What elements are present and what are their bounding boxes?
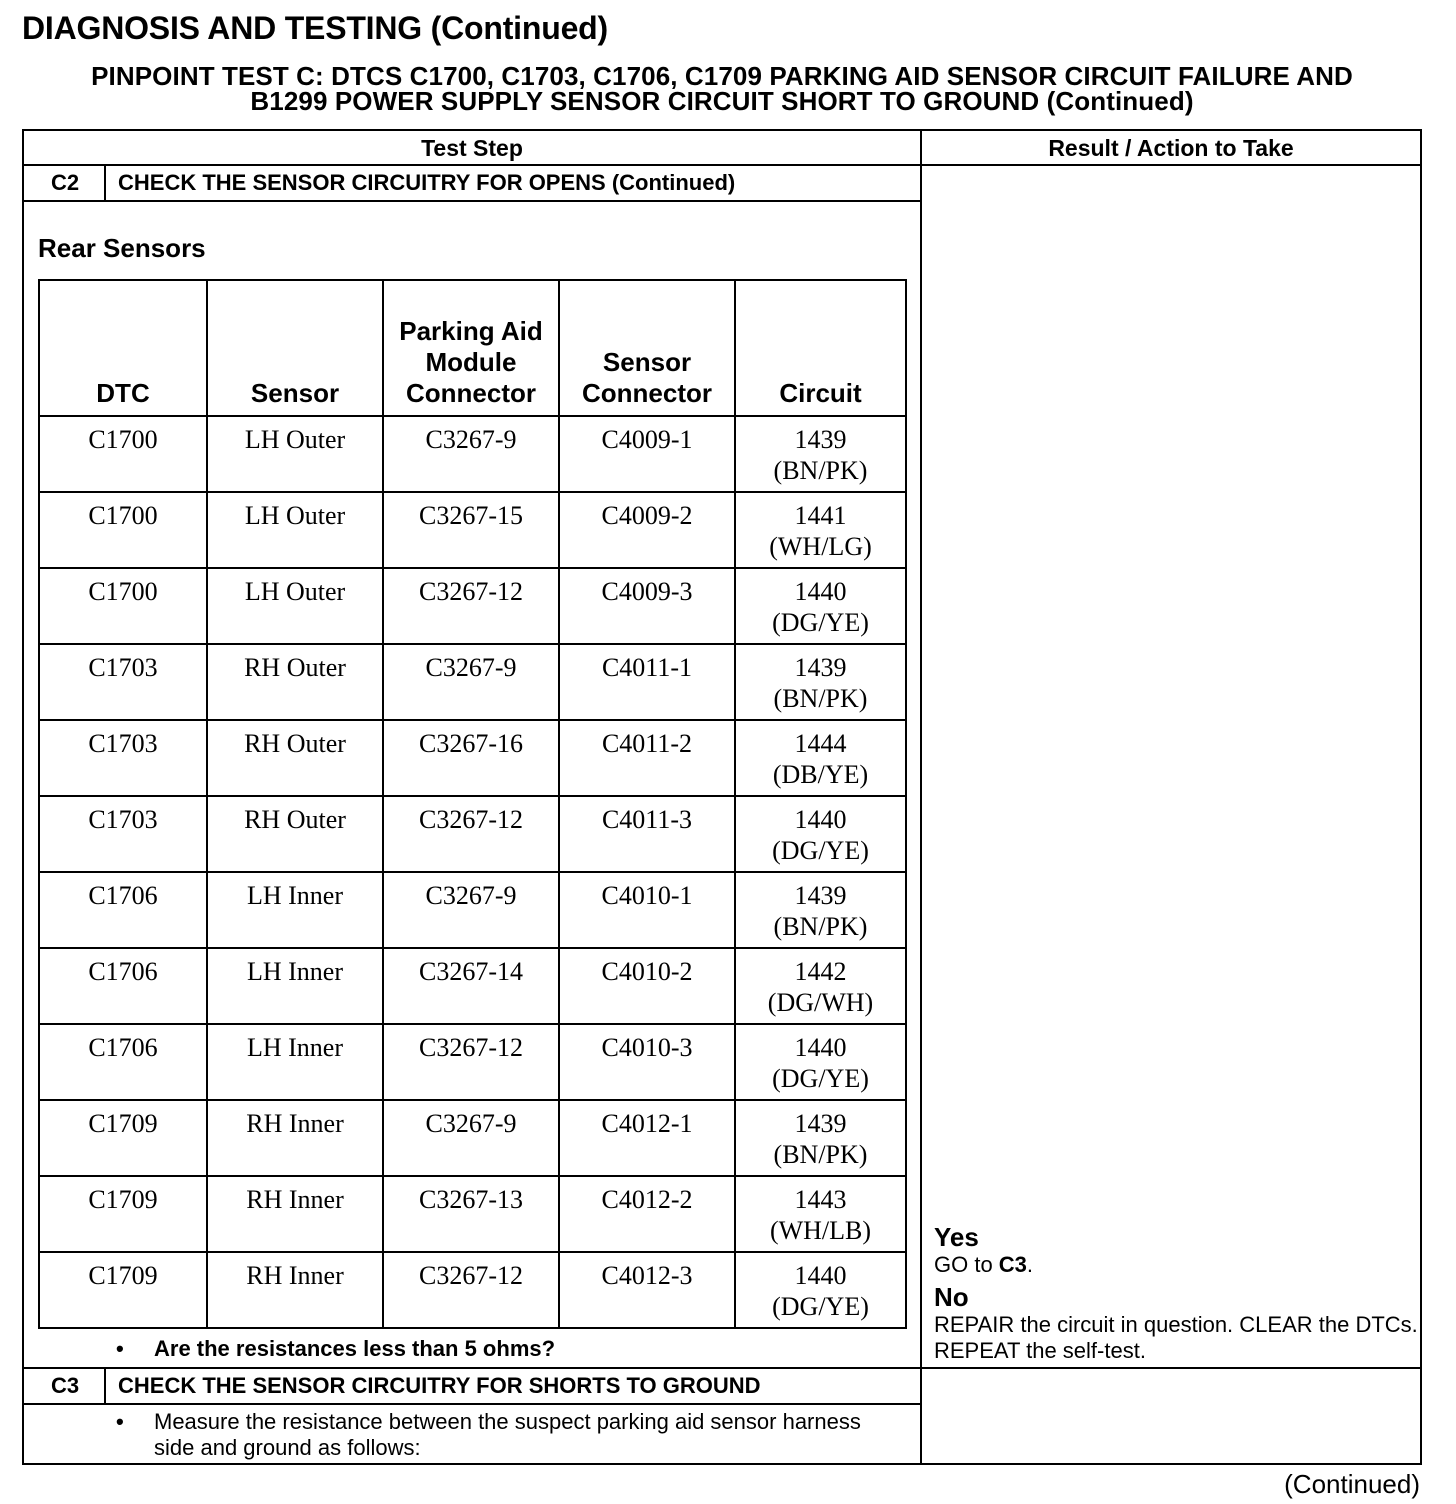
circuit-wire-color: (WH/LG) — [769, 532, 872, 561]
page-title: DIAGNOSIS AND TESTING (Continued) — [22, 10, 608, 46]
table-row — [39, 644, 906, 720]
dtc-cell: C1706 — [39, 872, 207, 948]
module-connector-cell: C3267-12 — [383, 796, 559, 872]
sensor-connector-cell: C4010-2 — [559, 948, 735, 1024]
sensor-cell: RH Outer — [207, 644, 383, 720]
circuit-number: 1439 — [794, 653, 847, 682]
circuit-number: 1440 — [794, 805, 847, 834]
table-row — [39, 720, 906, 796]
table-row — [39, 872, 906, 948]
circuit-number: 1444 — [794, 729, 847, 758]
circuit-wire-color: (BN/PK) — [773, 684, 868, 713]
circuit-number: 1441 — [794, 501, 847, 530]
table-row — [39, 568, 906, 644]
rear-sensors-heading: Rear Sensors — [38, 233, 206, 263]
module-connector-cell: C3267-14 — [383, 948, 559, 1024]
sensor-cell: RH Inner — [207, 1252, 383, 1328]
table-row — [39, 796, 906, 872]
circuit-cell — [735, 1252, 906, 1328]
pinpoint-title-line2: B1299 POWER SUPPLY SENSOR CIRCUIT SHORT TO GROUND (Continued) — [250, 86, 1194, 116]
yes-action-prefix: GO to — [934, 1252, 999, 1277]
circuit-wire-color: (DG/YE) — [772, 836, 869, 865]
dtc-cell: C1703 — [39, 796, 207, 872]
circuit-wire-color: (BN/PK) — [773, 912, 868, 941]
c3-top-rule — [23, 1367, 1421, 1369]
step-title-c2: CHECK THE SENSOR CIRCUITRY FOR OPENS (Continued) — [118, 170, 736, 195]
circuit-wire-color: (DG/YE) — [772, 1292, 869, 1321]
module-connector-header-label: Parking Aid Module Connector — [399, 316, 543, 408]
sensor-connector-cell: C4009-1 — [559, 416, 735, 492]
sensor-cell: RH Inner — [207, 1100, 383, 1176]
sensor-connector-cell: C4012-1 — [559, 1100, 735, 1176]
column-divider — [920, 130, 922, 1464]
footer-continued: (Continued) — [1284, 1469, 1420, 1499]
column-header-sensor-connector — [559, 280, 735, 416]
module-connector-cell: C3267-9 — [383, 416, 559, 492]
circuit-wire-color: (DG/YE) — [772, 1064, 869, 1093]
dtc-cell: C1700 — [39, 568, 207, 644]
table-row — [39, 1252, 906, 1328]
table-row — [39, 492, 906, 568]
c2-question — [116, 1336, 556, 1362]
circuit-cell — [735, 872, 906, 948]
header-test-step: Test Step — [421, 135, 523, 161]
table-row — [39, 1024, 906, 1100]
circuit-number: 1440 — [794, 1033, 847, 1062]
circuit-cell — [735, 416, 906, 492]
circuit-wire-color: (BN/PK) — [773, 456, 868, 485]
module-connector-cell: C3267-16 — [383, 720, 559, 796]
circuit-cell — [735, 644, 906, 720]
circuit-number: 1439 — [794, 1109, 847, 1138]
circuit-wire-color: (DG/WH) — [767, 988, 874, 1017]
header-rule — [23, 164, 1421, 166]
circuit-number: 1439 — [794, 425, 847, 454]
sensor-cell: RH Inner — [207, 1176, 383, 1252]
dtc-cell: C1706 — [39, 1024, 207, 1100]
table-row — [39, 948, 906, 1024]
dtc-cell: C1703 — [39, 720, 207, 796]
dtc-cell: C1703 — [39, 644, 207, 720]
module-connector-cell: C3267-12 — [383, 1252, 559, 1328]
result-yes-action — [934, 1252, 1424, 1278]
column-header-dtc: DTC — [39, 280, 207, 416]
module-connector-cell: C3267-12 — [383, 568, 559, 644]
sensor-cell: RH Outer — [207, 720, 383, 796]
sensor-connector-cell: C4011-2 — [559, 720, 735, 796]
circuit-number: 1443 — [794, 1185, 847, 1214]
circuit-number: 1440 — [794, 1261, 847, 1290]
circuit-number: 1439 — [794, 881, 847, 910]
column-header-sensor: Sensor — [207, 280, 383, 416]
dtc-cell: C1709 — [39, 1100, 207, 1176]
module-connector-cell: C3267-12 — [383, 1024, 559, 1100]
step-title-c3: CHECK THE SENSOR CIRCUITRY FOR SHORTS TO GROUND — [118, 1373, 761, 1398]
result-yes-label: Yes — [934, 1222, 979, 1252]
rear-sensors-table — [38, 279, 907, 1329]
sensor-connector-cell: C4012-2 — [559, 1176, 735, 1252]
dtc-cell: C1700 — [39, 492, 207, 568]
sensor-connector-cell: C4012-3 — [559, 1252, 735, 1328]
circuit-cell — [735, 1100, 906, 1176]
result-no-action: REPAIR the circuit in question. CLEAR the DTCs. REPEAT the self-test. — [934, 1312, 1418, 1363]
circuit-wire-color: (BN/PK) — [773, 1140, 868, 1169]
sensor-connector-cell: C4009-2 — [559, 492, 735, 568]
circuit-cell — [735, 796, 906, 872]
sensor-connector-cell: C4009-3 — [559, 568, 735, 644]
sensor-cell: LH Inner — [207, 872, 383, 948]
circuit-number: 1442 — [794, 957, 847, 986]
circuit-wire-color: (DB/YE) — [772, 760, 869, 789]
yes-action-suffix: . — [1026, 1252, 1034, 1277]
circuit-cell — [735, 720, 906, 796]
step-number-c3: C3 — [50, 1373, 80, 1398]
c2-result — [934, 1222, 1424, 1364]
c3-title-rule — [23, 1403, 921, 1405]
circuit-wire-color: (DG/YE) — [772, 608, 869, 637]
table-row — [39, 1176, 906, 1252]
circuit-cell — [735, 948, 906, 1024]
module-connector-cell: C3267-15 — [383, 492, 559, 568]
bullet-dot: • — [116, 1409, 124, 1434]
table-body — [39, 416, 906, 1328]
column-header-module-connector — [383, 280, 559, 416]
pinpoint-test-title — [22, 61, 1422, 116]
dtc-cell: C1709 — [39, 1176, 207, 1252]
sensor-cell: LH Inner — [207, 948, 383, 1024]
table-row — [39, 1100, 906, 1176]
circuit-cell — [735, 492, 906, 568]
circuit-cell — [735, 568, 906, 644]
circuit-number: 1440 — [794, 577, 847, 606]
sensor-connector-cell: C4011-1 — [559, 644, 735, 720]
go-to-c3-link[interactable]: C3 — [998, 1252, 1027, 1277]
column-header-circuit: Circuit — [735, 280, 906, 416]
sensor-cell: LH Inner — [207, 1024, 383, 1100]
header-result-action: Result / Action to Take — [1048, 135, 1294, 161]
circuit-cell — [735, 1176, 906, 1252]
sensor-cell: LH Outer — [207, 416, 383, 492]
dtc-cell: C1709 — [39, 1252, 207, 1328]
dtc-cell: C1706 — [39, 948, 207, 1024]
pinpoint-title-line1: PINPOINT TEST C: DTCS C1700, C1703, C1706, C1709 PARKING AID SENSOR CIRCUIT FAILURE AND — [91, 61, 1353, 91]
sensor-connector-cell: C4011-3 — [559, 796, 735, 872]
step-number-c2: C2 — [50, 170, 80, 195]
bullet-dot: • — [116, 1336, 124, 1361]
module-connector-cell: C3267-9 — [383, 644, 559, 720]
sensor-cell: LH Outer — [207, 492, 383, 568]
sensor-connector-cell: C4010-3 — [559, 1024, 735, 1100]
c3-bullet-text: Measure the resistance between the suspect parking aid sensor harness side and ground as follows: — [154, 1409, 861, 1460]
module-connector-cell: C3267-13 — [383, 1176, 559, 1252]
sensor-connector-header-label: Sensor Connector — [582, 347, 712, 408]
table-header-row — [39, 280, 906, 416]
c2-title-rule — [23, 200, 921, 202]
result-no-label: No — [934, 1282, 969, 1312]
dtc-cell: C1700 — [39, 416, 207, 492]
circuit-wire-color: (WH/LB) — [769, 1216, 872, 1245]
circuit-cell — [735, 1024, 906, 1100]
module-connector-cell: C3267-9 — [383, 872, 559, 948]
sensor-cell: RH Outer — [207, 796, 383, 872]
sensor-connector-cell: C4010-1 — [559, 872, 735, 948]
module-connector-cell: C3267-9 — [383, 1100, 559, 1176]
c3-bullet — [116, 1409, 894, 1461]
c2-question-text: Are the resistances less than 5 ohms? — [154, 1336, 556, 1361]
sensor-cell: LH Outer — [207, 568, 383, 644]
table-row — [39, 416, 906, 492]
